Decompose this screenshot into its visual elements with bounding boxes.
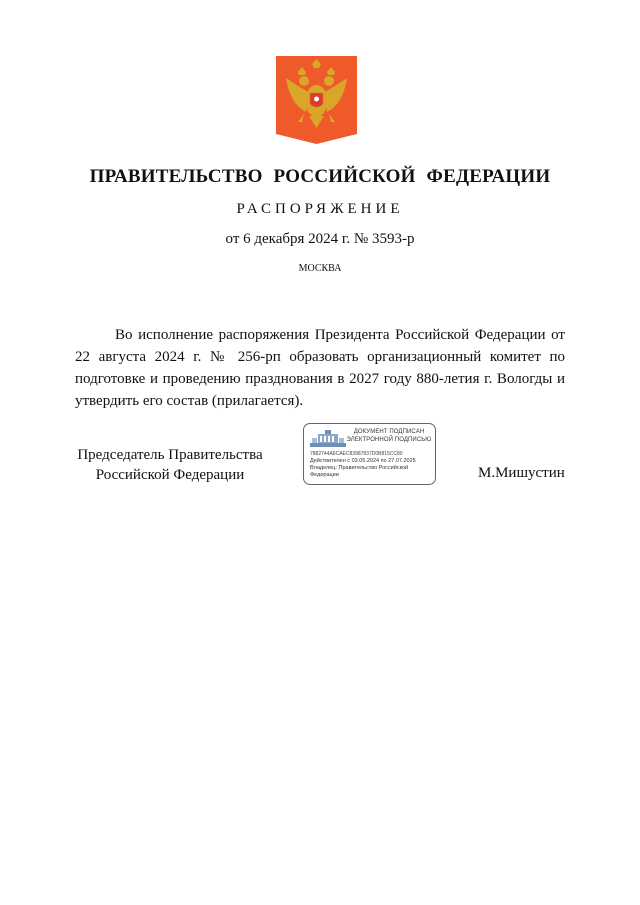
- signer-title-line2: Российской Федерации: [95, 467, 245, 483]
- document-date-number: от 6 декабря 2024 г. № 3593-р: [225, 231, 415, 247]
- stamp-validity: Действителен с 03.05.2024 по 27.07.2025: [310, 458, 416, 464]
- document-type: РАСПОРЯЖЕНИЕ: [236, 201, 404, 217]
- stamp-heading: [344, 428, 434, 444]
- coat-of-arms-icon: [276, 56, 357, 144]
- signer-name: М.Мишустин: [478, 465, 565, 481]
- stamp-heading-line2: ЭЛЕКТРОННОЙ ПОДПИСЬЮ: [346, 437, 432, 443]
- signer-title-line1: Председатель Правительства: [77, 447, 263, 463]
- government-heading: ПРАВИТЕЛЬСТВО РОССИЙСКОЙ ФЕДЕРАЦИИ: [89, 166, 551, 187]
- order-paragraph: Во исполнение распоряжения Президента Российской Федерации от 22 августа 2024 г. № 256-рп образовать организационный комитет по подготовке и проведению празднования в 2027 году 880-летия г. Вологды и утвердить его состав (прилагается).: [75, 327, 565, 409]
- stamp-certificate-serial: 7882744A6CAEC83987837D0B815CC80: [310, 451, 403, 457]
- document-city: МОСКВА: [298, 263, 342, 274]
- government-building-icon: [310, 429, 346, 449]
- stamp-heading-line1: ДОКУМЕНТ ПОДПИСАН: [353, 429, 425, 435]
- electronic-signature-stamp: [303, 423, 436, 485]
- stamp-owner: Владелец: Правительство Российской Федерации: [310, 465, 409, 478]
- signer-title: [70, 445, 270, 485]
